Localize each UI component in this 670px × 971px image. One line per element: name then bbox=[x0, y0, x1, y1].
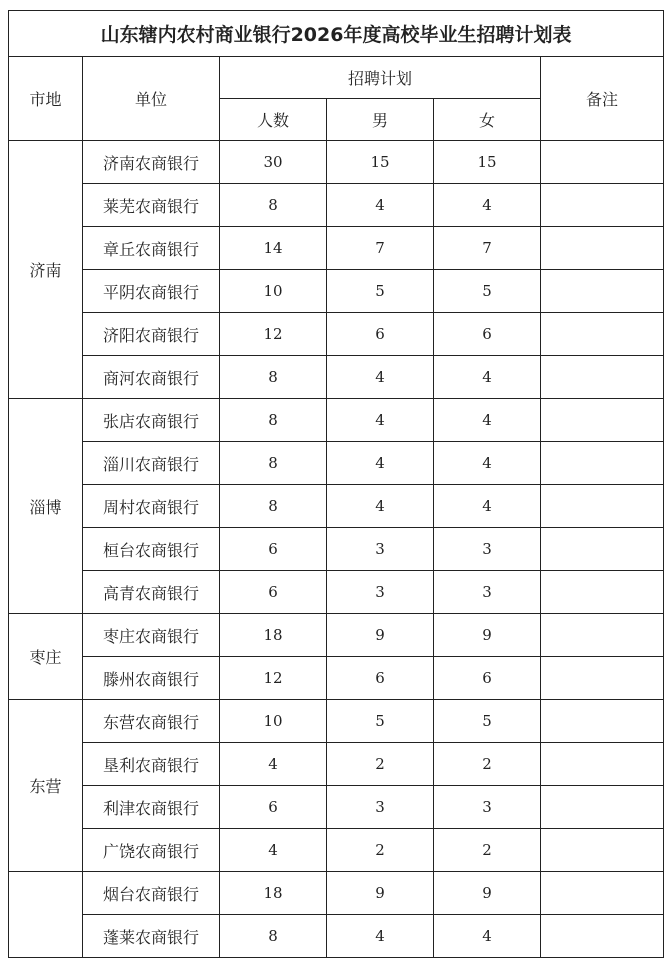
male-cell: 9 bbox=[327, 614, 434, 657]
table-row bbox=[9, 872, 664, 915]
unit-cell: 蓬莱农商银行 bbox=[83, 915, 220, 958]
count-cell: 18 bbox=[220, 872, 327, 915]
male-cell: 3 bbox=[327, 571, 434, 614]
note-cell bbox=[541, 227, 664, 270]
unit-cell: 商河农商银行 bbox=[83, 356, 220, 399]
female-cell: 5 bbox=[434, 270, 541, 313]
note-cell bbox=[541, 571, 664, 614]
table-row bbox=[9, 399, 664, 442]
female-cell: 6 bbox=[434, 657, 541, 700]
count-cell: 8 bbox=[220, 915, 327, 958]
header-plan: 招聘计划 bbox=[220, 57, 541, 99]
male-cell: 4 bbox=[327, 399, 434, 442]
city-cell: 枣庄 bbox=[9, 614, 83, 700]
table-row bbox=[9, 270, 664, 313]
note-cell bbox=[541, 141, 664, 184]
header-female: 女 bbox=[434, 99, 541, 141]
table-row bbox=[9, 614, 664, 657]
city-cell bbox=[9, 872, 83, 958]
unit-cell: 桓台农商银行 bbox=[83, 528, 220, 571]
table-row bbox=[9, 700, 664, 743]
unit-cell: 章丘农商银行 bbox=[83, 227, 220, 270]
female-cell: 3 bbox=[434, 571, 541, 614]
note-cell bbox=[541, 614, 664, 657]
table-row bbox=[9, 442, 664, 485]
table-row bbox=[9, 485, 664, 528]
count-cell: 4 bbox=[220, 829, 327, 872]
recruitment-plan-table bbox=[8, 10, 664, 958]
note-cell bbox=[541, 915, 664, 958]
female-cell: 6 bbox=[434, 313, 541, 356]
header-city: 市地 bbox=[9, 57, 83, 141]
count-cell: 18 bbox=[220, 614, 327, 657]
count-cell: 8 bbox=[220, 442, 327, 485]
note-cell bbox=[541, 184, 664, 227]
unit-cell: 高青农商银行 bbox=[83, 571, 220, 614]
unit-cell: 莱芜农商银行 bbox=[83, 184, 220, 227]
female-cell: 4 bbox=[434, 915, 541, 958]
table-row bbox=[9, 313, 664, 356]
note-cell bbox=[541, 485, 664, 528]
count-cell: 6 bbox=[220, 571, 327, 614]
male-cell: 2 bbox=[327, 829, 434, 872]
female-cell: 4 bbox=[434, 184, 541, 227]
female-cell: 15 bbox=[434, 141, 541, 184]
note-cell bbox=[541, 743, 664, 786]
note-cell bbox=[541, 270, 664, 313]
male-cell: 5 bbox=[327, 270, 434, 313]
male-cell: 7 bbox=[327, 227, 434, 270]
note-cell bbox=[541, 442, 664, 485]
note-cell bbox=[541, 399, 664, 442]
female-cell: 9 bbox=[434, 614, 541, 657]
table-row bbox=[9, 743, 664, 786]
city-cell: 淄博 bbox=[9, 399, 83, 614]
male-cell: 3 bbox=[327, 528, 434, 571]
female-cell: 9 bbox=[434, 872, 541, 915]
header-unit: 单位 bbox=[83, 57, 220, 141]
note-cell bbox=[541, 356, 664, 399]
count-cell: 30 bbox=[220, 141, 327, 184]
unit-cell: 张店农商银行 bbox=[83, 399, 220, 442]
unit-cell: 枣庄农商银行 bbox=[83, 614, 220, 657]
unit-cell: 滕州农商银行 bbox=[83, 657, 220, 700]
female-cell: 2 bbox=[434, 829, 541, 872]
header-count: 人数 bbox=[220, 99, 327, 141]
count-cell: 4 bbox=[220, 743, 327, 786]
count-cell: 8 bbox=[220, 399, 327, 442]
note-cell bbox=[541, 700, 664, 743]
male-cell: 6 bbox=[327, 313, 434, 356]
unit-cell: 济南农商银行 bbox=[83, 141, 220, 184]
male-cell: 9 bbox=[327, 872, 434, 915]
count-cell: 8 bbox=[220, 356, 327, 399]
female-cell: 4 bbox=[434, 485, 541, 528]
unit-cell: 烟台农商银行 bbox=[83, 872, 220, 915]
note-cell bbox=[541, 829, 664, 872]
male-cell: 15 bbox=[327, 141, 434, 184]
table-row bbox=[9, 571, 664, 614]
count-cell: 6 bbox=[220, 786, 327, 829]
unit-cell: 平阴农商银行 bbox=[83, 270, 220, 313]
unit-cell: 东营农商银行 bbox=[83, 700, 220, 743]
table-row bbox=[9, 786, 664, 829]
note-cell bbox=[541, 786, 664, 829]
city-cell: 济南 bbox=[9, 141, 83, 399]
table-row bbox=[9, 356, 664, 399]
unit-cell: 垦利农商银行 bbox=[83, 743, 220, 786]
female-cell: 3 bbox=[434, 786, 541, 829]
table-row bbox=[9, 528, 664, 571]
count-cell: 8 bbox=[220, 184, 327, 227]
table-row bbox=[9, 184, 664, 227]
male-cell: 4 bbox=[327, 485, 434, 528]
note-cell bbox=[541, 872, 664, 915]
count-cell: 12 bbox=[220, 313, 327, 356]
male-cell: 2 bbox=[327, 743, 434, 786]
table-row bbox=[9, 657, 664, 700]
note-cell bbox=[541, 657, 664, 700]
female-cell: 4 bbox=[434, 399, 541, 442]
female-cell: 5 bbox=[434, 700, 541, 743]
unit-cell: 淄川农商银行 bbox=[83, 442, 220, 485]
header-male: 男 bbox=[327, 99, 434, 141]
table-row bbox=[9, 829, 664, 872]
male-cell: 6 bbox=[327, 657, 434, 700]
table-body bbox=[9, 11, 664, 958]
female-cell: 4 bbox=[434, 442, 541, 485]
table-row bbox=[9, 227, 664, 270]
table-row bbox=[9, 915, 664, 958]
male-cell: 4 bbox=[327, 915, 434, 958]
count-cell: 8 bbox=[220, 485, 327, 528]
unit-cell: 济阳农商银行 bbox=[83, 313, 220, 356]
male-cell: 5 bbox=[327, 700, 434, 743]
note-cell bbox=[541, 528, 664, 571]
male-cell: 3 bbox=[327, 786, 434, 829]
male-cell: 4 bbox=[327, 442, 434, 485]
unit-cell: 周村农商银行 bbox=[83, 485, 220, 528]
count-cell: 12 bbox=[220, 657, 327, 700]
female-cell: 3 bbox=[434, 528, 541, 571]
male-cell: 4 bbox=[327, 356, 434, 399]
header-row bbox=[9, 57, 664, 99]
table-title: 山东辖内农村商业银行2026年度高校毕业生招聘计划表 bbox=[9, 11, 664, 57]
count-cell: 10 bbox=[220, 700, 327, 743]
unit-cell: 利津农商银行 bbox=[83, 786, 220, 829]
title-row bbox=[9, 11, 664, 57]
female-cell: 2 bbox=[434, 743, 541, 786]
female-cell: 4 bbox=[434, 356, 541, 399]
unit-cell: 广饶农商银行 bbox=[83, 829, 220, 872]
count-cell: 6 bbox=[220, 528, 327, 571]
city-cell: 东营 bbox=[9, 700, 83, 872]
table-row bbox=[9, 141, 664, 184]
note-cell bbox=[541, 313, 664, 356]
count-cell: 14 bbox=[220, 227, 327, 270]
header-note: 备注 bbox=[541, 57, 664, 141]
male-cell: 4 bbox=[327, 184, 434, 227]
count-cell: 10 bbox=[220, 270, 327, 313]
female-cell: 7 bbox=[434, 227, 541, 270]
